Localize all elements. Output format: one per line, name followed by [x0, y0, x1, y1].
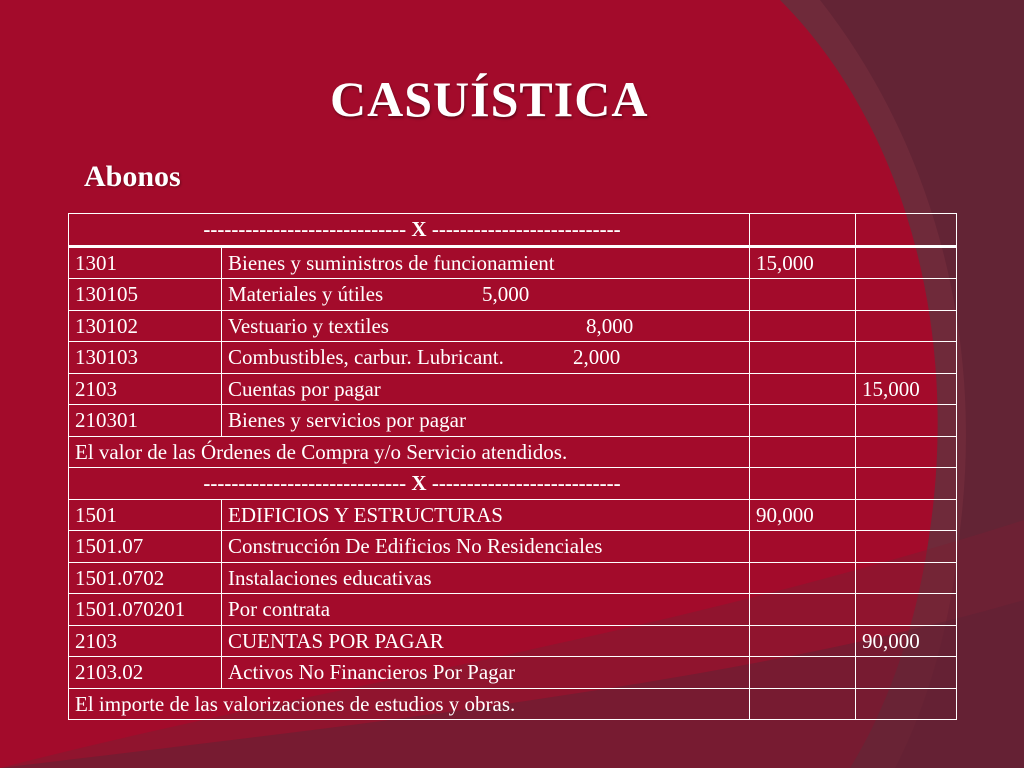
account-code: 130105 — [69, 279, 222, 311]
sub-amount: 5,000 — [482, 282, 530, 307]
debe-amount — [750, 531, 856, 563]
section-subtitle: Abonos — [84, 160, 181, 193]
debe-amount — [750, 594, 856, 626]
account-code: 1501.070201 — [69, 594, 222, 626]
haber-amount — [856, 405, 957, 437]
debe-cell — [750, 436, 856, 468]
account-description — [222, 310, 750, 342]
table-row — [69, 405, 957, 437]
debe-amount — [750, 310, 856, 342]
haber-amount — [856, 657, 957, 689]
debe-amount — [750, 279, 856, 311]
haber-amount — [856, 279, 957, 311]
table-row — [69, 310, 957, 342]
account-code: 2103 — [69, 373, 222, 405]
haber-amount — [856, 562, 957, 594]
debe-amount — [750, 562, 856, 594]
table-row — [69, 531, 957, 563]
account-description — [222, 279, 750, 311]
table-row — [69, 562, 957, 594]
debe-cell — [750, 214, 856, 247]
haber-amount — [856, 310, 957, 342]
table-row — [69, 246, 957, 279]
description-text: Materiales y útiles — [228, 282, 384, 307]
debe-amount: 90,000 — [750, 499, 856, 531]
account-code: 2103 — [69, 625, 222, 657]
debe-cell — [750, 468, 856, 500]
account-code: 1501 — [69, 499, 222, 531]
account-code: 1501.0702 — [69, 562, 222, 594]
account-code: 2103.02 — [69, 657, 222, 689]
debe-amount — [750, 625, 856, 657]
haber-cell — [856, 436, 957, 468]
account-description — [222, 373, 750, 405]
description-text: Vestuario y textiles — [228, 313, 389, 338]
separator-line: ----------------------------- X --------------------------- — [69, 214, 750, 247]
debe-amount — [750, 405, 856, 437]
haber-amount — [856, 594, 957, 626]
sub-amount: 2,000 — [573, 345, 621, 370]
debe-amount — [750, 342, 856, 374]
account-description — [222, 342, 750, 374]
account-code: 1501.07 — [69, 531, 222, 563]
haber-amount: 90,000 — [856, 625, 957, 657]
account-description — [222, 405, 750, 437]
table-row — [69, 594, 957, 626]
account-code: 130103 — [69, 342, 222, 374]
table-row-note — [69, 436, 957, 468]
entry-note: El valor de las Órdenes de Compra y/o Servicio atendidos. — [69, 436, 750, 468]
page-title: CASUÍSTICA — [330, 71, 649, 127]
table-row — [69, 279, 957, 311]
account-code: 1301 — [69, 246, 222, 279]
table-row-separator — [69, 214, 957, 247]
account-code: 210301 — [69, 405, 222, 437]
table-row — [69, 625, 957, 657]
sub-amount: 8,000 — [586, 313, 634, 338]
account-description: Construcción De Edificios No Residenciales — [222, 531, 750, 563]
description-text: Combustibles, carbur. Lubricant. — [228, 345, 504, 370]
table-row — [69, 373, 957, 405]
debe-cell — [750, 688, 856, 720]
table-row — [69, 342, 957, 374]
account-description: CUENTAS POR PAGAR — [222, 625, 750, 657]
account-description — [222, 246, 750, 279]
haber-cell — [856, 688, 957, 720]
account-code: 130102 — [69, 310, 222, 342]
account-description: Activos No Financieros Por Pagar — [222, 657, 750, 689]
table-row — [69, 657, 957, 689]
description-text: Cuentas por pagar — [228, 376, 381, 401]
debe-amount: 15,000 — [750, 246, 856, 279]
debe-amount — [750, 373, 856, 405]
table-row-note — [69, 688, 957, 720]
journal-table — [68, 213, 957, 720]
description-text: Bienes y servicios por pagar — [228, 408, 466, 433]
account-description: Por contrata — [222, 594, 750, 626]
haber-amount — [856, 342, 957, 374]
separator-line: ----------------------------- X --------------------------- — [69, 468, 750, 500]
haber-amount: 15,000 — [856, 373, 957, 405]
haber-amount — [856, 246, 957, 279]
description-text: Bienes y suministros de funcionamient — [228, 250, 555, 275]
table-row — [69, 499, 957, 531]
haber-cell — [856, 214, 957, 247]
table-row-separator — [69, 468, 957, 500]
account-description: EDIFICIOS Y ESTRUCTURAS — [222, 499, 750, 531]
account-description: Instalaciones educativas — [222, 562, 750, 594]
haber-amount — [856, 499, 957, 531]
haber-amount — [856, 531, 957, 563]
entry-note: El importe de las valorizaciones de estudios y obras. — [69, 688, 750, 720]
debe-amount — [750, 657, 856, 689]
haber-cell — [856, 468, 957, 500]
